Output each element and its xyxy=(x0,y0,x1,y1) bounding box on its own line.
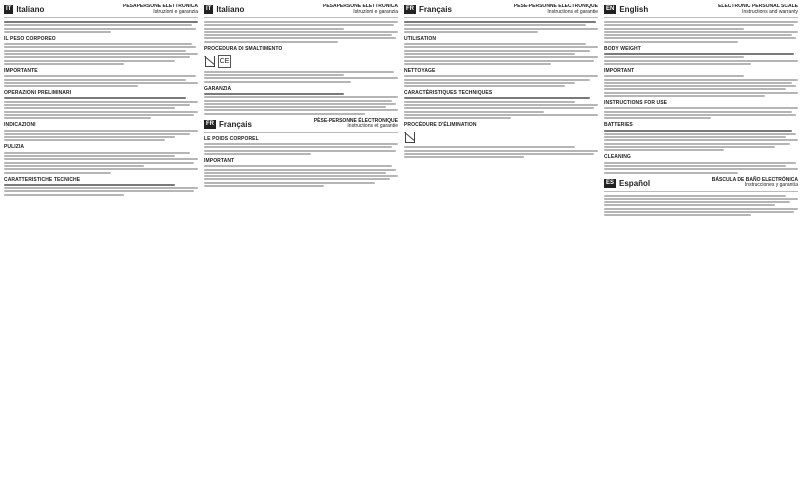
column-3 xyxy=(404,4,598,482)
product-title: BÁSCULA DE BAÑO ELECTRÓNICA Instrucciones y garantía xyxy=(711,176,798,188)
body-text xyxy=(604,195,798,217)
column-header-second xyxy=(604,178,798,192)
section-heading: BODY WEIGHT xyxy=(604,45,641,52)
product-title: PÈSE-PERSONNE ÉLECTRONIQUE Instructions et garantie xyxy=(313,117,398,130)
body-text xyxy=(604,130,798,152)
body-text xyxy=(204,143,398,155)
product-title: PÈSE-PERSONNE ÉLECTRONIQUE Instructions et garantie xyxy=(513,4,598,15)
language-name: Italiano xyxy=(216,5,245,14)
section-heading: CLEANING xyxy=(604,154,631,161)
body-text xyxy=(4,97,198,119)
column-header xyxy=(4,4,198,18)
language-name: Français xyxy=(419,5,452,14)
body-text xyxy=(404,97,598,119)
language-name: Français xyxy=(219,119,252,129)
language-name: Italiano xyxy=(16,5,45,14)
body-text xyxy=(4,130,198,142)
section-heading: INSTRUCTIONS FOR USE xyxy=(604,100,668,107)
section-heading: CARACTÉRISTIQUES TECHNIQUES xyxy=(404,90,493,97)
column-header-second xyxy=(204,119,398,133)
language-code: FR xyxy=(206,120,214,127)
body-text xyxy=(604,107,798,119)
column-header xyxy=(404,4,598,18)
section-heading: IMPORTANT xyxy=(204,157,235,164)
body-text xyxy=(404,146,598,158)
section-heading: CARATTERISTICHE TECNICHE xyxy=(4,176,81,183)
body-text xyxy=(404,75,598,87)
product-title: ELECTRONIC PERSONAL SCALE Instructions and warranty xyxy=(718,4,798,15)
body-text xyxy=(604,75,798,97)
language-code: ES xyxy=(606,179,615,186)
wheelie-bin-crossed-icon xyxy=(404,131,414,143)
section-heading: LE POIDS CORPOREL xyxy=(204,135,259,142)
body-text xyxy=(204,93,398,115)
language-name: English xyxy=(619,5,649,14)
section-heading: BATTERIES xyxy=(604,122,633,129)
section-heading: GARANZIA xyxy=(204,85,232,92)
language-code: EN xyxy=(606,6,615,12)
language-name: Español xyxy=(619,178,651,188)
language-code: IT xyxy=(6,6,12,12)
section-heading: PULIZIA xyxy=(4,144,25,151)
body-text xyxy=(404,43,598,65)
section-heading: OPERAZIONI PRELIMINARI xyxy=(4,90,72,97)
column-4 xyxy=(604,4,798,482)
body-text xyxy=(604,53,798,65)
body-text xyxy=(204,21,398,43)
product-title: PESAPERSONE ELETTRONICA Istruzioni e garanzia xyxy=(322,4,398,15)
body-text xyxy=(4,21,198,33)
body-text xyxy=(4,152,198,174)
disposal-symbols xyxy=(404,131,598,143)
section-heading: IMPORTANT xyxy=(604,67,635,74)
body-text xyxy=(4,184,198,196)
column-2 xyxy=(204,4,398,482)
disposal-symbols xyxy=(204,55,398,68)
column-header xyxy=(204,4,398,18)
body-text xyxy=(204,71,398,83)
body-text xyxy=(204,165,398,187)
body-text xyxy=(4,75,198,87)
section-heading: INDICAZIONI xyxy=(4,122,36,129)
product-title: PESAPERSONE ELETTRONICA Istruzioni e garanzia xyxy=(122,4,198,15)
section-heading: PROCEDURA DI SMALTIMENTO xyxy=(204,45,283,52)
body-text xyxy=(604,21,798,43)
language-code: IT xyxy=(206,6,212,12)
section-heading: NETTOYAGE xyxy=(404,67,436,74)
ce-mark-icon: CE xyxy=(218,55,231,68)
language-code: FR xyxy=(406,6,414,12)
section-heading: IMPORTANTE xyxy=(4,67,38,74)
body-text xyxy=(604,162,798,174)
section-heading: UTILISATION xyxy=(404,35,437,42)
column-header xyxy=(604,4,798,18)
body-text xyxy=(4,43,198,65)
section-heading: PROCÉDURE D'ÉLIMINATION xyxy=(404,122,477,129)
section-heading: IL PESO CORPOREO xyxy=(4,35,56,42)
column-1 xyxy=(4,4,198,482)
wheelie-bin-crossed-icon xyxy=(204,55,214,67)
body-text xyxy=(404,21,598,33)
